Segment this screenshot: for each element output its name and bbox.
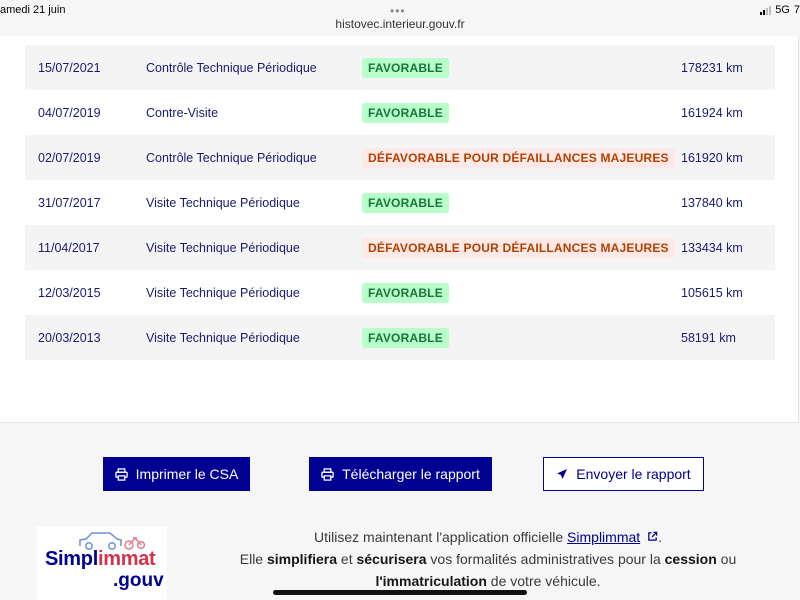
logo-wordmark: Simplimmat — [45, 548, 156, 570]
simplimmat-link[interactable]: Simplimmat — [567, 529, 641, 545]
status-badge: FAVORABLE — [362, 283, 449, 303]
table-row — [25, 135, 775, 180]
status-date: amedi 21 juin — [0, 4, 66, 16]
promo-line-3: l'immatriculation de votre véhicule. — [375, 573, 601, 589]
cell-inspection-type: Visite Technique Périodique — [146, 195, 300, 210]
simplimmat-logo — [37, 526, 167, 600]
logo-gouv: .gouv — [113, 570, 164, 591]
cell-mileage: 58191 km — [681, 330, 736, 345]
cell-inspection-type: Contre-Visite — [146, 105, 219, 120]
signal-icon — [760, 6, 771, 15]
browser-menu-dots[interactable]: ••• — [390, 4, 406, 18]
send-report-button[interactable] — [543, 457, 704, 491]
send-report-label: Envoyer le rapport — [576, 466, 691, 482]
simplimmat-promo — [215, 526, 761, 592]
cell-inspection-type: Visite Technique Périodique — [146, 285, 300, 300]
cell-result — [362, 58, 681, 78]
download-report-button[interactable] — [309, 457, 492, 491]
cell-mileage: 137840 km — [681, 195, 743, 210]
cell-mileage: 161924 km — [681, 105, 743, 120]
send-icon — [556, 468, 568, 480]
cell-result — [362, 148, 681, 168]
cell-mileage: 161920 km — [681, 150, 743, 165]
printer-icon — [321, 468, 334, 481]
cell-inspection-type: Contrôle Technique Périodique — [146, 60, 317, 75]
table-row — [25, 315, 775, 360]
cell-date: 11/04/2017 — [38, 240, 100, 255]
cell-mileage: 178231 km — [681, 60, 743, 75]
promo-line-1: Utilisez maintenant l'application officielle Simplimmat . — [314, 529, 662, 545]
cell-mileage: 133434 km — [681, 240, 743, 255]
print-csa-label: Imprimer le CSA — [135, 466, 239, 482]
address-bar[interactable]: histovec.interieur.gouv.fr — [335, 17, 465, 31]
printer-icon — [115, 468, 128, 481]
cell-mileage: 105615 km — [681, 285, 743, 300]
battery-label: 7 — [793, 4, 800, 16]
status-badge: FAVORABLE — [362, 103, 449, 123]
table-row — [25, 90, 775, 135]
cell-date: 04/07/2019 — [38, 105, 101, 120]
cell-result — [362, 103, 681, 123]
external-link-icon[interactable] — [647, 531, 658, 542]
home-indicator[interactable] — [273, 590, 527, 595]
cell-inspection-type: Contrôle Technique Périodique — [146, 150, 317, 165]
print-csa-button[interactable] — [103, 457, 250, 491]
cell-result — [362, 238, 681, 258]
table-row — [25, 225, 775, 270]
cell-result — [362, 193, 681, 213]
status-badge: DÉFAVORABLE POUR DÉFAILLANCES MAJEURES — [362, 238, 675, 258]
table-row — [25, 180, 775, 225]
status-right — [760, 4, 800, 16]
cell-date: 15/07/2021 — [38, 60, 101, 75]
cell-inspection-type: Visite Technique Périodique — [146, 330, 300, 345]
status-badge: FAVORABLE — [362, 193, 449, 213]
status-badge: DÉFAVORABLE POUR DÉFAILLANCES MAJEURES — [362, 148, 675, 168]
promo-line-2: Elle simplifiera et sécurisera vos formalités administratives pour la cession ou — [239, 551, 737, 567]
status-badge: FAVORABLE — [362, 328, 449, 348]
table-row — [25, 270, 775, 315]
cell-result — [362, 283, 681, 303]
status-badge: FAVORABLE — [362, 58, 449, 78]
cell-inspection-type: Visite Technique Périodique — [146, 240, 300, 255]
cell-date: 12/03/2015 — [38, 285, 101, 300]
cell-date: 20/03/2013 — [38, 330, 101, 345]
history-card — [0, 36, 799, 423]
download-report-label: Télécharger le rapport — [342, 466, 480, 482]
cell-date: 02/07/2019 — [38, 150, 101, 165]
table-row — [25, 45, 775, 90]
inspection-history-table — [25, 45, 775, 360]
network-label: 5G — [775, 4, 790, 16]
cell-result — [362, 328, 681, 348]
status-bar — [0, 0, 800, 18]
cell-date: 31/07/2017 — [38, 195, 101, 210]
